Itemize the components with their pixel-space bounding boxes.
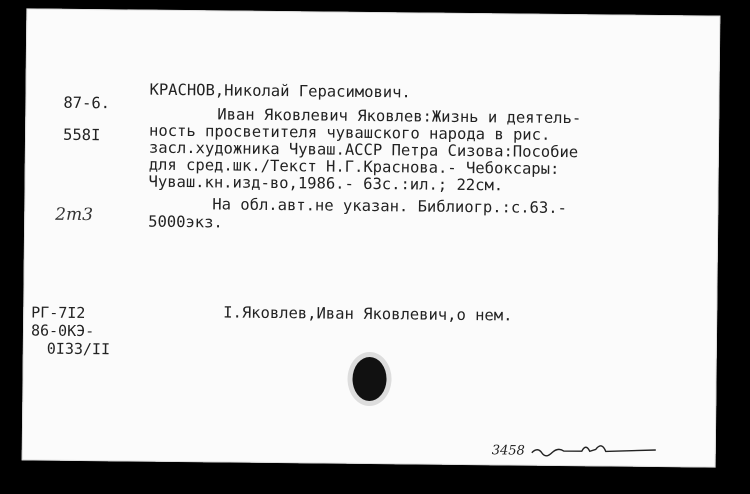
title-line-4: для сред.шк./Текст Н.Г.Краснова.- Чебоксары: xyxy=(148,155,560,178)
title-line-5: Чуваш.кн.изд-во,1986.- 63с.:ил.; 22см. xyxy=(148,172,504,195)
title-line-3: засл.художника Чуваш.АССР Петра Сизова:Пособие xyxy=(148,138,579,162)
code-1: РГ-7I2 xyxy=(31,303,86,323)
bibliography-note: На обл.авт.не указан. Библиогр.:с.63.- xyxy=(212,195,568,218)
call-number: 87-6. xyxy=(63,93,111,113)
accession-number: 3458 xyxy=(491,443,525,459)
punch-hole xyxy=(352,357,386,401)
inventory-number: 558I xyxy=(62,125,101,145)
author-heading: КРАСНОВ,Николай Герасимович. xyxy=(149,80,411,102)
handwritten-note: 2m3 xyxy=(55,204,94,226)
code-2: 86-0КЭ- xyxy=(30,321,95,341)
title-line-2: ность просветителя чувашского народа в рис. xyxy=(149,121,551,144)
catalog-card xyxy=(22,8,721,467)
handwritten-accession xyxy=(492,438,692,462)
copies-count: 5000экз. xyxy=(148,212,223,232)
title-line-1: Иван Яковлевич Яковлев:Жизнь и деятель- xyxy=(217,105,582,128)
accession-signature xyxy=(492,438,692,462)
subject-heading: I.Яковлев,Иван Яковлевич,о нем. xyxy=(223,303,513,325)
code-3: 0I33/II xyxy=(46,339,111,359)
